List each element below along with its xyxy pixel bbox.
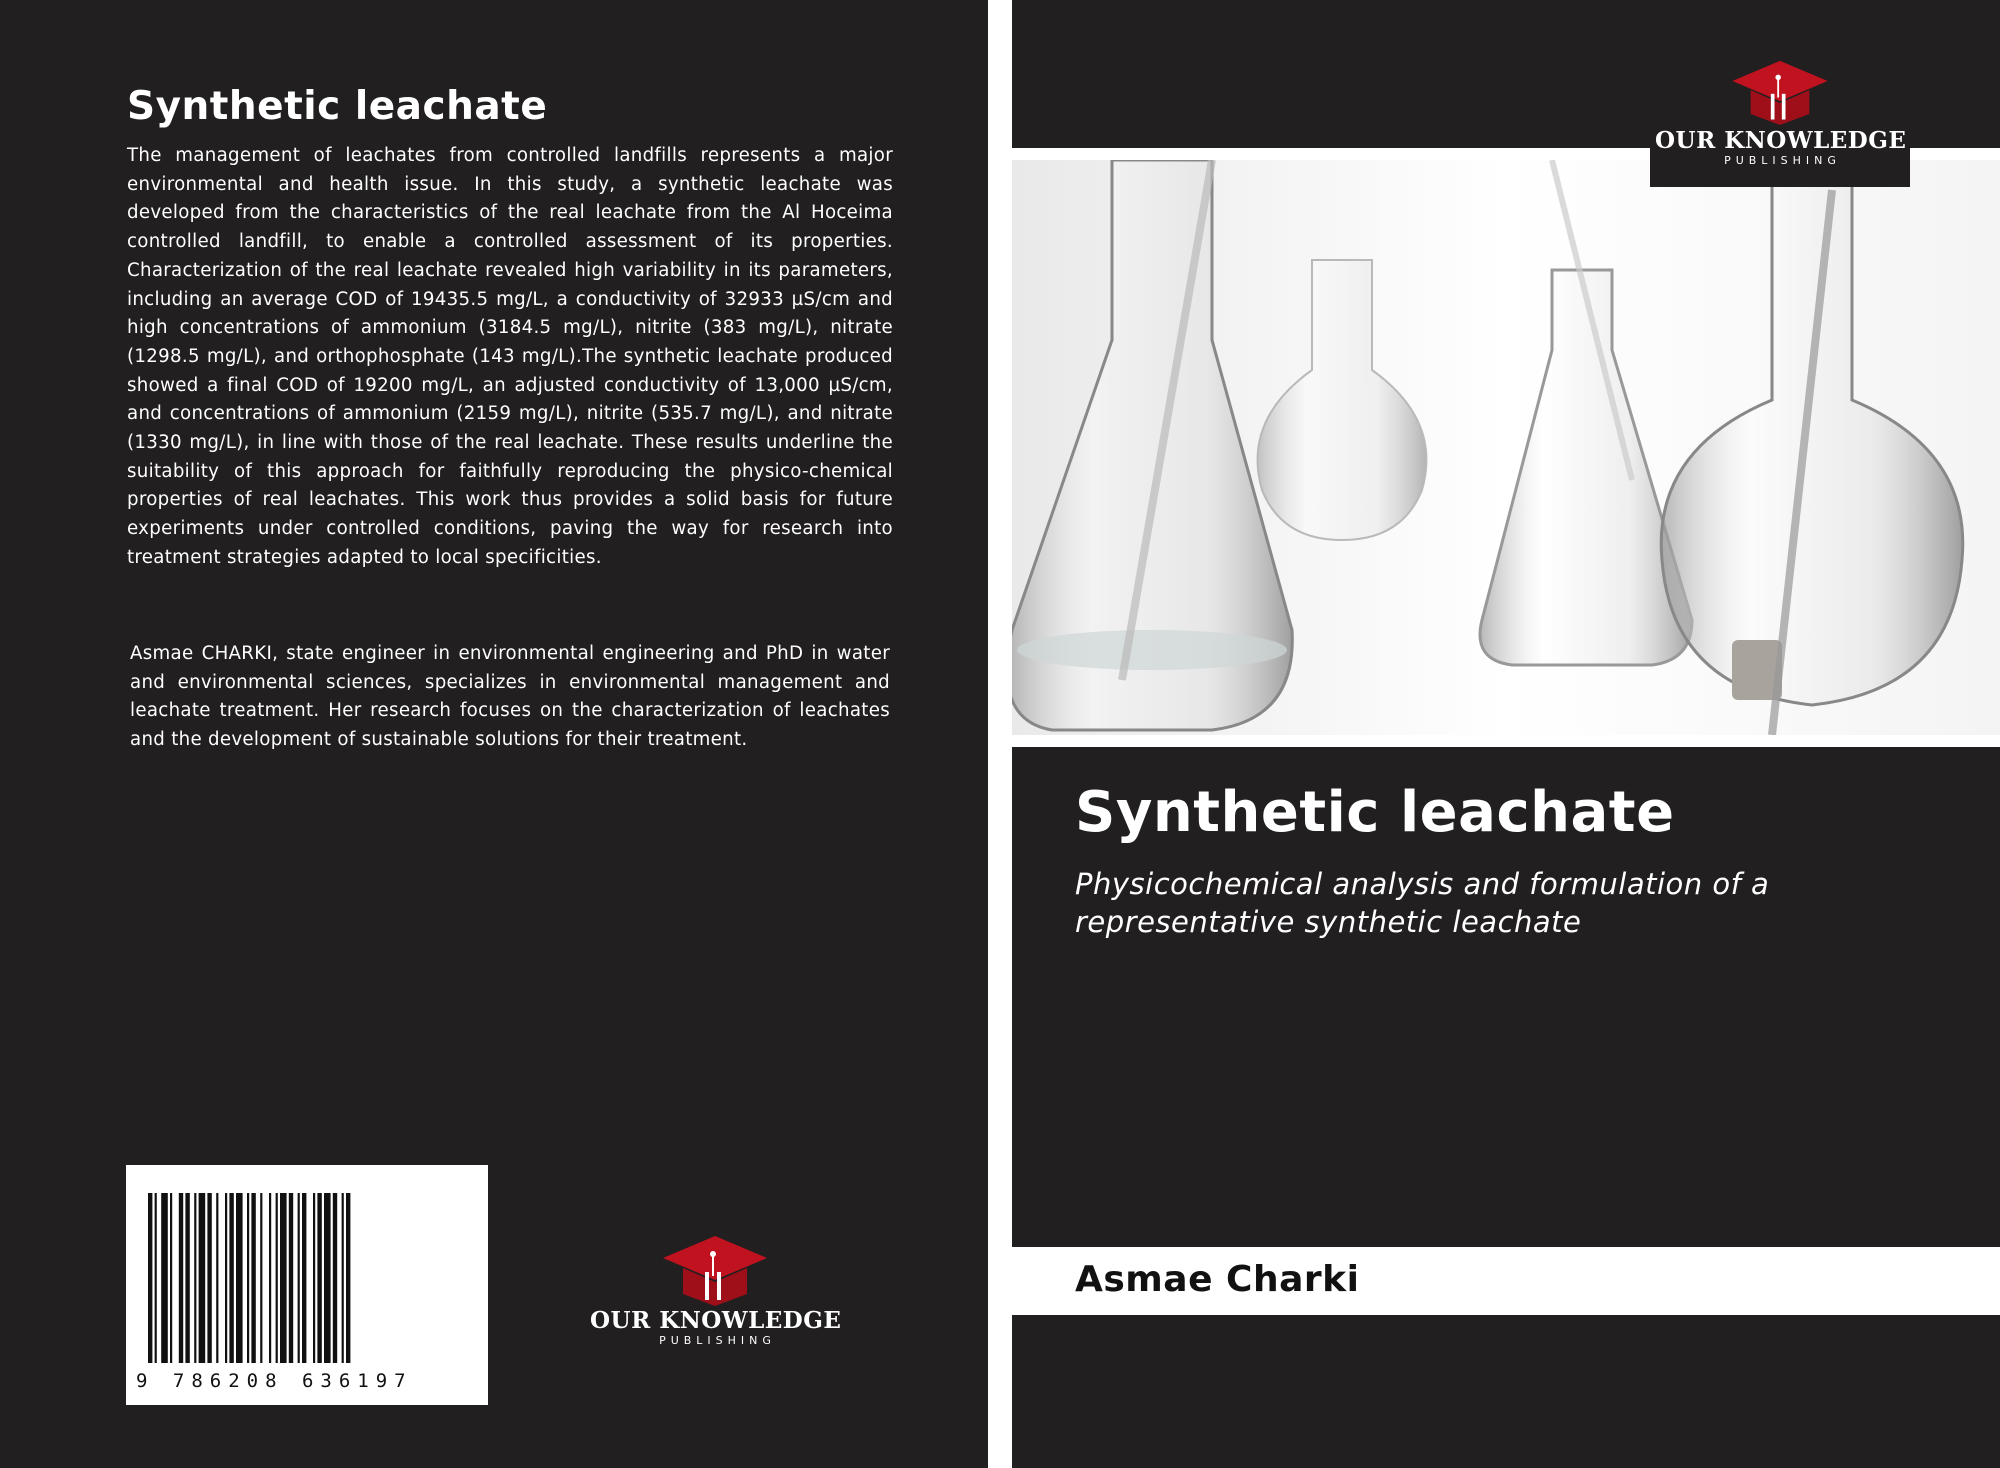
front-cover-title: Synthetic leachate: [1075, 780, 1675, 845]
barcode-bar: [260, 1193, 262, 1363]
barcode-bar: [333, 1193, 337, 1363]
barcode-bar: [170, 1193, 172, 1363]
graduation-cap-icon: [655, 1232, 775, 1308]
barcode-bar: [317, 1193, 321, 1363]
barcode-bar: [269, 1193, 271, 1363]
publisher-logo-box: [1650, 30, 1910, 187]
barcode-bar: [289, 1193, 293, 1363]
barcode-bar: [251, 1193, 255, 1363]
barcode-bar: [324, 1193, 331, 1363]
barcode-bar: [229, 1193, 233, 1363]
barcode-bar: [161, 1193, 168, 1363]
publisher-sub: PUBLISHING: [659, 1334, 776, 1347]
back-cover-abstract: The management of leachates from controlled landfills represents a major environmental and health issue. In this study, a synthetic leachate was developed from the characteristics of the real leachate from the Al Hoceima controlled landfill, to enable a controlled assessment of its properties. Characterization of the real leachate revealed high variability in its parameters, including an average COD of 19435.5 mg/L, a conductivity of 32933 µS/cm and high concentrations of ammonium (3184.5 mg/L), nitrite (383 mg/L), nitrate (1298.5 mg/L), and orthophosphate (143 mg/L).The synthetic leachate produced showed a final COD of 19200 mg/L, an adjusted conductivity of 13,000 µS/cm, and concentrations of ammonium (2159 mg/L), nitrite (535.7 mg/L), and nitrate (1330 mg/L), in line with those of the real leachate. These results underline the suitability of this approach for faithfully reproducing the physico-chemical properties of real leachates. This work thus provides a solid basis for future experiments under controlled conditions, paving the way for research into treatment strategies adapted to local specificities.: [127, 145, 893, 568]
barcode-bars: [144, 1193, 474, 1373]
barcode-bar: [179, 1193, 183, 1363]
barcode-bar: [155, 1193, 157, 1363]
graduation-cap-icon: [1725, 56, 1835, 128]
barcode-bar: [313, 1193, 315, 1363]
author-bio: Asmae CHARKI, state engineer in environmental engineering and PhD in water and environmental sciences, specializes in environmental management and leachate treatment. Her research focuses on the characterization of leachates and the development of sustainable solutions for their treatment.: [130, 643, 890, 751]
publisher-logo: [590, 1232, 840, 1348]
barcode-bar: [280, 1193, 287, 1363]
author-name: Asmae Charki: [1075, 1259, 1360, 1300]
barcode-bar: [225, 1193, 227, 1363]
publisher-name: OUR KNOWLEDGE: [590, 1307, 842, 1334]
barcode-bar: [236, 1193, 243, 1363]
barcode-bar: [148, 1193, 152, 1363]
publisher-name-front: OUR KNOWLEDGE: [1655, 127, 1907, 154]
lab-glassware-photo: [1012, 160, 2000, 735]
barcode-bar: [276, 1193, 278, 1363]
isbn-number: 9 786208 636197: [136, 1370, 413, 1392]
barcode-bar: [247, 1193, 249, 1363]
barcode-bar: [302, 1193, 306, 1363]
barcode-bar: [342, 1193, 344, 1363]
barcode-bar: [185, 1193, 189, 1363]
barcode-bar: [199, 1193, 206, 1363]
barcode-bar: [216, 1193, 218, 1363]
back-cover: [0, 0, 988, 1468]
barcode-bar: [207, 1193, 211, 1363]
author-band: [1012, 1247, 2000, 1315]
barcode-bar: [194, 1193, 196, 1363]
barcode: [126, 1165, 488, 1405]
front-bottom-band: [1012, 1315, 2000, 1468]
barcode-bar: [298, 1193, 300, 1363]
front-cover-subtitle: Physicochemical analysis and formulation of a representative synthetic leachate: [1075, 867, 1770, 939]
publisher-logo-front: [1655, 56, 1905, 168]
barcode-bar: [346, 1193, 350, 1363]
back-cover-title: Synthetic leachate: [127, 84, 548, 129]
publisher-sub-front: PUBLISHING: [1724, 154, 1841, 167]
